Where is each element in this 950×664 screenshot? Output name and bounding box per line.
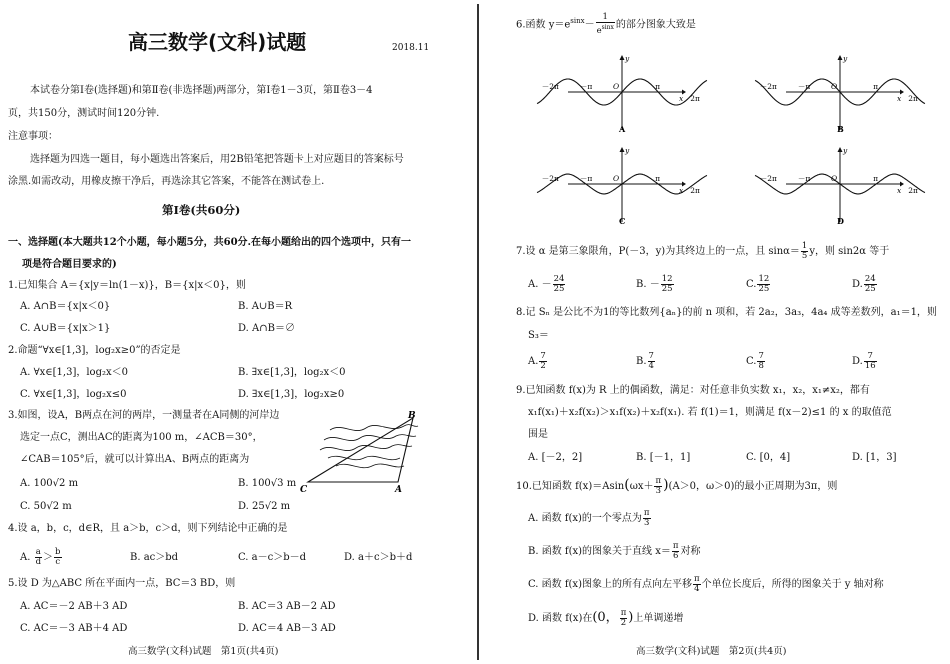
q10-a-num: π	[643, 508, 650, 518]
intro-line-1: 本试卷分第Ⅰ卷(选择题)和第Ⅱ卷(非选择题)两部分，第Ⅰ卷1－3页，第Ⅱ卷3－4	[30, 85, 373, 96]
q10-d-open: (0，	[592, 610, 619, 625]
graph-option-label: A	[619, 124, 626, 134]
q10-option-a	[528, 507, 652, 531]
q2-option-b: B. ∃x∈[1,3]，log₂x＜0	[238, 367, 346, 378]
q10-option-b	[528, 540, 700, 564]
q6-frac-num: 1	[596, 13, 615, 23]
q8-c-pre: C.	[746, 356, 757, 367]
q7-b-den: 25	[661, 284, 673, 294]
q8-c-den: 8	[758, 361, 764, 371]
q4-stem: 4.设 a，b，c，d∈R，且 a＞b，c＞d，则下列结论中正确的是	[8, 523, 288, 534]
q8-d-pre: D.	[852, 356, 863, 367]
q8-line-1: 8.记 Sₙ 是公比不为1的等比数列{aₙ}的前 n 项和，若 2a₂，3a₃，4a₄ 成等差数列，a₁＝1，则	[516, 307, 937, 318]
q8-b-num: 7	[648, 351, 654, 361]
q3-option-a: A. 100√2 m	[20, 478, 79, 489]
q4-a-gt: ＞	[43, 552, 54, 563]
q7-c-frac	[757, 275, 770, 294]
q2-option-d: D. ∃x∈[1,3]，log₂x≥0	[238, 389, 345, 400]
tick-label-pi: π	[655, 82, 661, 91]
q7-b-frac	[661, 275, 674, 294]
q7-c-pre: C.	[746, 279, 757, 290]
q10-stem-post: (A＞0，ω＞0)的最小正周期为3π，则	[668, 481, 838, 492]
graph-option-label: C	[619, 216, 626, 226]
notice-label: 注意事项：	[8, 131, 58, 142]
tick-label-pi: π	[655, 174, 661, 183]
q7-d-pre: D.	[852, 279, 863, 290]
q3-option-b: B. 100√3 m	[238, 478, 297, 489]
q7-option-d	[852, 273, 878, 297]
q8-option-d	[852, 350, 878, 374]
q3-line-3: ∠CAB＝105°后，就可以计算出A、B两点的距离为	[20, 454, 250, 465]
q10-paren-open: (	[624, 477, 630, 493]
q10-b-post: 对称	[680, 546, 701, 557]
y-axis-arrow-icon	[620, 147, 625, 152]
tick-label-neg2pi: －2π	[759, 174, 777, 183]
q8-c-frac	[757, 352, 764, 371]
q6-stem-post: 的部分图象大致是	[615, 19, 696, 31]
q3-line-1: 3.如图，设A，B两点在河的两岸，一测量者在A同侧的河岸边	[8, 410, 280, 421]
q8-a-den: 2	[540, 361, 546, 371]
q6-frac-den-base: e	[596, 26, 602, 37]
y-axis-arrow-icon	[620, 55, 625, 60]
q1-option-c: C. A∪B＝{x|x＞1}	[20, 323, 111, 334]
q8-option-b	[636, 350, 656, 374]
q6-graph-c	[541, 144, 700, 226]
q10-a-den: 3	[643, 518, 650, 528]
q10-b-frac	[672, 542, 680, 561]
q7-c-den: 25	[758, 284, 770, 294]
y-axis-arrow-icon	[838, 147, 843, 152]
q4-a-num1: a	[35, 547, 41, 557]
q4-a-num2: b	[55, 547, 61, 557]
q7-c-num: 12	[758, 274, 770, 284]
q10-c-post: 个单位长度后，所得的图象关于 y 轴对称	[701, 579, 884, 590]
tick-label-pi: π	[873, 82, 879, 91]
q6-frac-den	[596, 23, 615, 36]
q6-graph-a	[541, 52, 700, 134]
q7-option-a	[528, 273, 566, 297]
origin-label: O	[613, 174, 620, 183]
q10-b-num: π	[672, 541, 679, 551]
fig-label-b: B	[408, 411, 416, 421]
q7-stem-post: y，则 sin2α 等于	[809, 246, 890, 257]
tick-label-negpi: －π	[797, 174, 811, 183]
q8-c-num: 7	[758, 351, 764, 361]
q7-a-pre: A. －	[528, 279, 552, 290]
tick-label-neg2pi: －2π	[541, 174, 559, 183]
q1-stem: 1.已知集合 A＝{x|y＝ln(1－x)}，B＝{x|x＜0}，则	[8, 280, 246, 291]
left-page	[0, 0, 474, 664]
q4-option-a	[20, 547, 63, 569]
q7-frac	[801, 242, 808, 261]
x-axis-label: x	[679, 94, 684, 103]
q7-b-num: 12	[661, 274, 673, 284]
q10-frac-den: 3	[655, 486, 661, 496]
q10-a-frac	[643, 509, 651, 528]
q3-line-2: 选定一点C，测出AC的距离为100 m，∠ACB＝30°，	[20, 432, 263, 443]
q6-graph-d	[759, 144, 918, 226]
footer-right: 高三数学(文科)试题 第2页(共4页)	[636, 646, 787, 657]
q9-option-b: B. [－1，1]	[636, 452, 691, 463]
graph-option-label: D	[837, 216, 844, 226]
q6-stem-mid: －	[584, 19, 595, 31]
q5-stem: 5.设 D 为△ABC 所在平面内一点，BC＝3 BD，则	[8, 578, 236, 589]
q5-option-b: B. AC＝3 AB－2 AD	[238, 601, 336, 612]
part1-heading: 第Ⅰ卷(共60分)	[162, 203, 241, 217]
q4-option-c: C. a－c＞b－d	[238, 552, 307, 563]
q10-c-den: 4	[694, 584, 700, 594]
q4-option-b: B. ac＞bd	[130, 552, 179, 563]
q4-option-d: D. a＋c＞b＋d	[344, 552, 413, 563]
q8-d-num: 7	[864, 352, 877, 362]
right-page	[486, 0, 950, 664]
q4-a-frac2	[54, 548, 61, 567]
origin-label: O	[831, 174, 838, 183]
tick-label-negpi: －π	[579, 82, 593, 91]
q5-option-c: C. AC＝－3 AB＋4 AD	[20, 623, 128, 634]
q7-a-den: 25	[553, 284, 565, 294]
q1-option-d: D. A∩B＝∅	[238, 323, 295, 334]
q10-option-d	[528, 606, 683, 630]
q10-b-den: 6	[672, 551, 679, 561]
q8-d-den: 16	[864, 361, 876, 371]
q8-option-a	[528, 350, 548, 374]
q8-b-pre: B.	[636, 356, 647, 367]
tick-label-pi: π	[873, 174, 879, 183]
q7-d-den: 25	[864, 284, 876, 294]
q10-frac-num: π	[655, 476, 662, 486]
q8-a-pre: A.	[528, 356, 539, 367]
q7-option-b	[636, 273, 675, 297]
q6-stem-exp: sinx	[570, 17, 585, 25]
intro-line-2: 页，共150分，测试时间120分钟.	[8, 108, 160, 119]
q7-frac-num: 1	[801, 241, 808, 251]
q10-d-post: 上单调递增	[633, 613, 684, 624]
fig-label-c: C	[300, 485, 308, 495]
q6-frac	[596, 13, 615, 36]
q2-option-a: A. ∀x∈[1,3]，log₂x＜0	[20, 367, 128, 378]
q5-option-a: A. AC＝－2 AB＋3 AD	[20, 601, 128, 612]
page-divider	[477, 4, 479, 660]
q1-option-b: B. A∪B＝R	[238, 301, 293, 312]
q10-c-num: π	[693, 574, 700, 584]
graph-option-label: B	[837, 124, 844, 134]
q3-river-figure	[300, 408, 425, 494]
q1-option-a: A. A∩B＝{x|x＜0}	[20, 301, 111, 312]
origin-label: O	[613, 82, 620, 91]
y-axis-arrow-icon	[838, 55, 843, 60]
y-axis-label: y	[625, 146, 630, 155]
q2-option-c: C. ∀x∈[1,3]，log₂x≤0	[20, 389, 127, 400]
q3-option-d: D. 25√2 m	[238, 501, 291, 512]
exam-date: 2018.11	[392, 43, 430, 53]
fig-label-a: A	[395, 485, 402, 495]
q6-graph-b	[759, 52, 918, 134]
tick-label-neg2pi: －2π	[759, 82, 777, 91]
q10-stem	[516, 473, 837, 497]
q7-d-frac	[864, 275, 877, 294]
q6-stem-pre: 6.函数 y＝e	[516, 19, 571, 31]
q10-d-close: )	[628, 610, 634, 625]
q10-d-frac	[620, 609, 628, 628]
q9-line-1: 9.已知函数 f(x)为 R 上的偶函数，满足：对任意非负实数 x₁，x₂，x₁≠x₂，都有	[516, 385, 870, 396]
q6-stem	[516, 10, 696, 37]
q7-a-frac	[553, 275, 566, 294]
q10-option-c	[528, 573, 884, 597]
page-title: 高三数学(文科)试题	[128, 30, 307, 54]
q9-line-3: 围是	[528, 429, 548, 440]
section1-line-2: 项是符合题目要求的)	[22, 259, 117, 270]
q10-stem-arg: ωx＋	[629, 481, 654, 492]
notice-line-1: 选择题为四选一题目，每小题选出答案后，用2B铅笔把答题卡上对应题目的答案标号	[30, 154, 404, 165]
tick-label-2pi: 2π	[690, 186, 700, 195]
x-axis-label: x	[897, 186, 902, 195]
q6-frac-den-exp: sinx	[601, 24, 614, 32]
q2-stem: 2.命题“∀x∈[1,3]，log₂x≥0”的否定是	[8, 345, 181, 356]
q9-option-c: C. [0，4]	[746, 452, 791, 463]
q10-d-pre: D. 函数 f(x)在	[528, 613, 593, 624]
q7-option-c	[746, 273, 771, 297]
q7-a-num: 24	[553, 274, 565, 284]
tick-label-2pi: 2π	[908, 186, 918, 195]
q8-b-den: 4	[648, 361, 654, 371]
tick-label-negpi: －π	[797, 82, 811, 91]
tick-label-2pi: 2π	[908, 94, 918, 103]
q7-d-num: 24	[864, 274, 876, 284]
y-axis-label: y	[625, 54, 630, 63]
q4-a-den1: d	[35, 557, 42, 567]
q7-stem	[516, 240, 889, 264]
q8-d-frac	[864, 352, 877, 371]
x-axis-label: x	[897, 94, 902, 103]
q7-frac-den: 5	[801, 251, 808, 261]
q7-b-pre: B. －	[636, 279, 660, 290]
x-axis-label: x	[679, 186, 684, 195]
tick-label-neg2pi: －2π	[541, 82, 559, 91]
q3-option-c: C. 50√2 m	[20, 501, 72, 512]
y-axis-label: y	[843, 146, 848, 155]
q10-frac	[654, 477, 662, 496]
q10-d-den: 2	[620, 618, 627, 628]
section1-line-1: 一、选择题(本大题共12个小题，每小题5分，共60分.在每小题给出的四个选项中，只有一	[8, 237, 412, 248]
q4-a-prefix: A.	[20, 552, 31, 563]
q8-option-c	[746, 350, 766, 374]
q8-b-frac	[648, 352, 655, 371]
tick-label-negpi: －π	[579, 174, 593, 183]
footer-left: 高三数学(文科)试题 第1页(共4页)	[128, 646, 279, 657]
q4-a-den2: c	[55, 557, 61, 567]
origin-label: O	[831, 82, 838, 91]
q8-a-num: 7	[540, 351, 546, 361]
q9-option-d: D. [1，3]	[852, 452, 897, 463]
q10-d-num: π	[620, 608, 627, 618]
q4-a-frac1	[35, 548, 42, 567]
q8-line-2: S₃＝	[528, 330, 549, 341]
q10-stem-pre: 10.已知函数 f(x)＝Asin	[516, 481, 625, 492]
tick-label-2pi: 2π	[690, 94, 700, 103]
q8-a-frac	[539, 352, 546, 371]
q7-stem-pre: 7.设 α 是第三象限角，P(－3，y)为其终边上的一点，且 sinα＝	[516, 246, 800, 257]
q10-b-pre: B. 函数 f(x)的图象关于直线 x＝	[528, 546, 671, 557]
q9-option-a: A. [－2，2]	[528, 452, 583, 463]
y-axis-label: y	[843, 54, 848, 63]
q10-c-frac	[693, 575, 701, 594]
q10-c-pre: C. 函数 f(x)图象上的所有点向左平移	[528, 579, 692, 590]
notice-line-2: 涂黑.如需改动，用橡皮擦干净后，再选涂其它答案，不能答在测试卷上.	[8, 176, 325, 187]
q5-option-d: D. AC＝4 AB－3 AD	[238, 623, 336, 634]
q10-a-pre: A. 函数 f(x)的一个零点为	[528, 513, 642, 524]
q9-line-2: x₁f(x₁)＋x₂f(x₂)＞x₁f(x₂)＋x₂f(x₁). 若 f(1)＝1，则满足 f(x－2)≤1 的 x 的取值范	[528, 407, 892, 418]
q10-paren-close: )	[663, 477, 669, 493]
